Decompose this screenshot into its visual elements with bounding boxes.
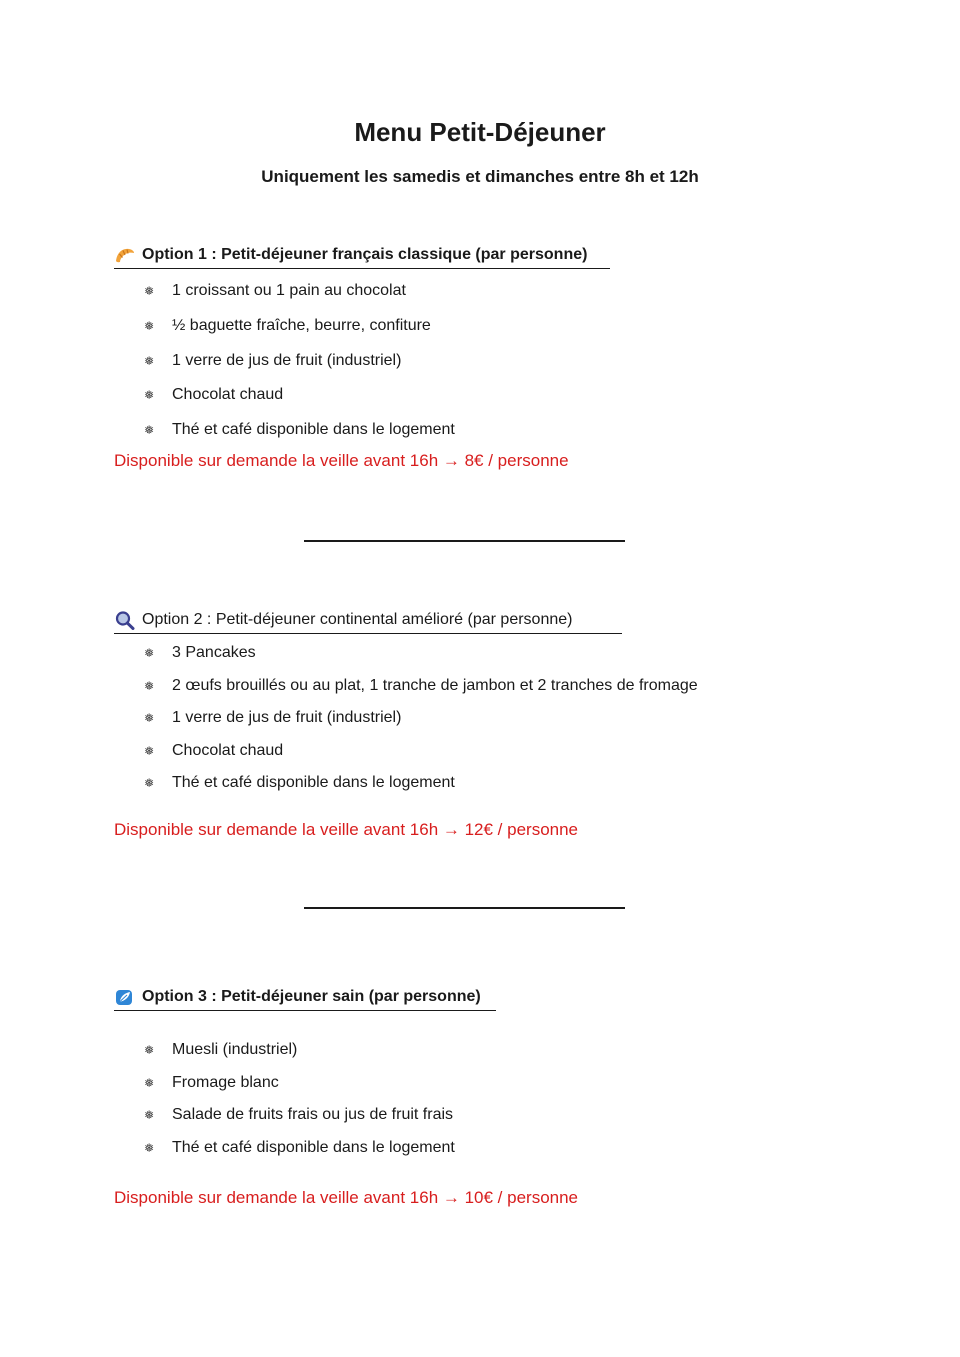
list-item-label: Salade de fruits frais ou jus de fruit frais	[172, 1106, 454, 1124]
list-item-label: 1 croissant ou 1 pain au chocolat	[172, 282, 406, 299]
snowflake-bullet-icon: ❅	[143, 743, 155, 758]
list-item-label: Chocolat chaud	[172, 741, 284, 759]
snowflake-bullet-icon: ❅	[143, 284, 155, 298]
option-1-heading	[114, 243, 610, 269]
snowflake-bullet-icon: ❅	[143, 711, 155, 726]
list-item-label: Chocolat chaud	[172, 386, 284, 404]
option-2-items	[114, 637, 874, 800]
snowflake-bullet-icon: ❅	[143, 388, 155, 403]
option-1-heading-label: Option 1 : Petit-déjeuner français classique (par personne)	[142, 246, 588, 263]
option-3-section	[114, 985, 874, 1210]
list-item	[114, 309, 874, 344]
list-item-label: Thé et café disponible dans le logement	[172, 421, 455, 439]
option-3-heading-label: Option 3 : Petit-déjeuner sain (par personne)	[142, 988, 481, 1005]
list-item	[114, 413, 874, 448]
list-item	[114, 1067, 874, 1100]
magnifier-icon	[114, 610, 136, 630]
list-item	[114, 767, 874, 800]
snowflake-bullet-icon: ❅	[143, 1108, 155, 1123]
option-3-price: Disponible sur demande la veille avant 16h → 10€ / personne	[114, 1188, 579, 1208]
list-item-label: 3 Pancakes	[172, 644, 256, 661]
snowflake-bullet-icon: ❅	[143, 1043, 155, 1057]
option-3-heading	[114, 985, 496, 1011]
snowflake-bullet-icon: ❅	[143, 423, 155, 438]
list-item-label: Fromage blanc	[172, 1073, 279, 1091]
option-3-items	[114, 1034, 874, 1164]
page-title: Menu Petit-Déjeuner	[354, 117, 606, 147]
list-item	[114, 702, 874, 735]
list-item-label: 1 verre de jus de fruit (industriel)	[172, 709, 402, 727]
option-2-heading	[114, 608, 622, 634]
list-item	[114, 735, 874, 768]
list-item-label: Thé et café disponible dans le logement	[172, 1138, 455, 1156]
list-item	[114, 1099, 874, 1132]
list-item	[114, 1132, 874, 1165]
list-item	[114, 274, 874, 309]
snowflake-bullet-icon: ❅	[143, 353, 155, 368]
option-2-heading-label: Option 2 : Petit-déjeuner continental amélioré (par personne)	[142, 611, 573, 628]
option-2-section	[114, 608, 874, 842]
list-item-label: 2 œufs brouillés ou au plat, 1 tranche de jambon et 2 tranches de fromage	[172, 676, 698, 694]
snowflake-bullet-icon: ❅	[143, 1140, 155, 1155]
list-item-label: 1 verre de jus de fruit (industriel)	[172, 351, 402, 369]
healthy-leaf-icon	[114, 987, 136, 1007]
list-item-label: ½ baguette fraîche, beurre, confiture	[172, 316, 431, 334]
snowflake-bullet-icon: ❅	[143, 1075, 155, 1090]
section-divider	[304, 540, 625, 542]
option-1-items	[114, 274, 874, 448]
option-1-price: Disponible sur demande la veille avant 16h → 8€ / personne	[114, 450, 569, 470]
list-item	[114, 378, 874, 413]
page-subtitle: Uniquement les samedis et dimanches entre 8h et 12h	[261, 167, 699, 186]
snowflake-bullet-icon: ❅	[143, 678, 155, 693]
option-2-price: Disponible sur demande la veille avant 16h → 12€ / personne	[114, 819, 579, 839]
list-item-label: Thé et café disponible dans le logement	[172, 774, 455, 792]
snowflake-bullet-icon: ❅	[143, 318, 155, 333]
snowflake-bullet-icon: ❅	[143, 646, 155, 660]
list-item	[114, 1034, 874, 1067]
list-item	[114, 344, 874, 379]
list-item	[114, 637, 874, 670]
croissant-icon	[114, 245, 136, 265]
list-item	[114, 670, 874, 703]
section-divider	[304, 907, 625, 909]
snowflake-bullet-icon: ❅	[143, 776, 155, 791]
list-item-label: Muesli (industriel)	[172, 1041, 298, 1058]
option-1-section	[114, 243, 874, 473]
